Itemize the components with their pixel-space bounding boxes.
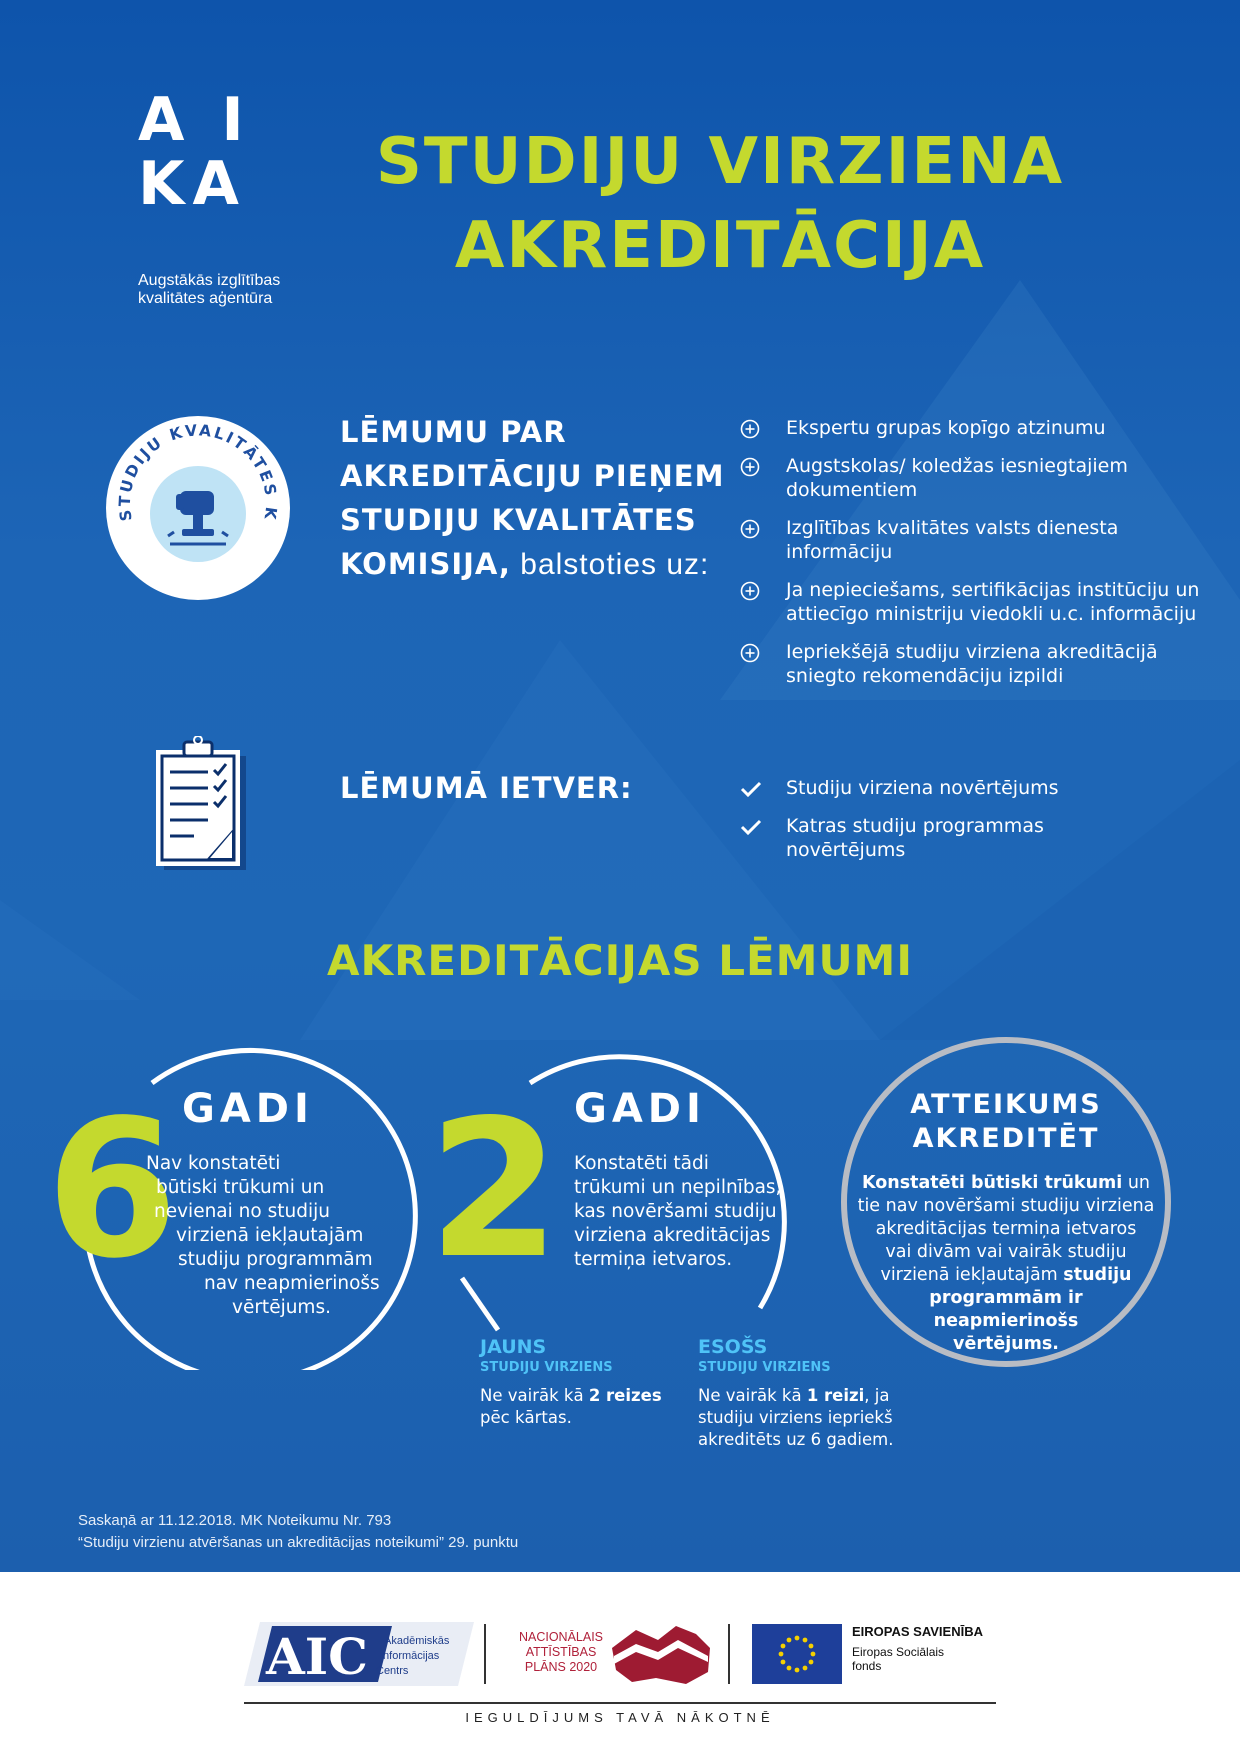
refuse-line5-bold: studiju [1063,1265,1132,1285]
new-title: JAUNS [480,1336,547,1358]
logo-subtitle-line2: kvalitātes aģentūra [138,290,273,307]
refuse-line7: neapmierinošs [933,1311,1079,1331]
plus-circle-icon [740,457,760,477]
list-item-text: Augstskolas/ koledžas iesniegtajiem dokumentiem [786,455,1128,501]
aic-letters: AIC [266,1627,368,1686]
nap-label [506,1630,616,1675]
plus-circle-icon [740,519,760,539]
description-line: vērtējums. [232,1297,331,1318]
commission-heading-line4 [340,542,730,587]
nap-line2: ATTĪSTĪBAS [525,1645,597,1659]
eu-line2: fonds [852,1659,882,1673]
existing-title: ESOŠS [698,1336,768,1358]
refuse-line5-pre: virzienā iekļautajām [880,1265,1064,1285]
clipboard-icon [150,736,250,876]
decisions-heading: AKREDITĀCIJAS LĒMUMI [327,936,913,985]
decision-includes-heading: LĒMUMĀ IETVER: [340,771,633,805]
footer-tagline: IEGULDĪJUMS TAVĀ NĀKOTNĒ [465,1710,775,1725]
logo-subtitle-line1: Augstākās izglītības [138,272,281,289]
list-item [740,578,1200,626]
list-item [740,516,1200,564]
existing-text-bold: 1 reizi [806,1386,865,1405]
description-line: trūkumi un nepilnības, [574,1177,782,1198]
description-line: termiņa ietvaros. [574,1249,733,1270]
existing-text [698,1385,938,1451]
footer-divider-2 [728,1624,730,1684]
existing-subtitle: STUDIJU VIRZIENS [698,1360,831,1375]
existing-text-post1: , ja [864,1386,890,1405]
description-line: virzienā iekļautajām [176,1225,364,1246]
existing-text-pre: Ne vairāk kā [698,1386,807,1405]
list-item [740,416,1200,440]
refuse-line4: vai divām vai vairāk studiju [885,1242,1127,1262]
new-text-post: pēc kārtas. [480,1408,572,1427]
new-text [480,1385,680,1429]
six-description [130,1152,400,1320]
latvia-map-icon [606,1622,716,1688]
description-line: nav neapmierinošs [204,1273,380,1294]
footer-rule [244,1702,996,1704]
title-line1: STUDIJU VIRZIENA [375,125,1065,199]
six-unit: GADI [182,1086,314,1132]
list-item-text: Studiju virziena novērtējums [786,777,1059,799]
plus-circle-icon [740,419,760,439]
refuse-bold1: Konstatēti būtiski trūkumi [861,1173,1123,1193]
commission-heading-line2: AKREDITĀCIJU PIEŅEM [340,459,725,493]
list-item-text: Iepriekšējā studiju virziena akreditācijā sniegto rekomendāciju izpildi [786,641,1158,687]
list-item-text: Ekspertu grupas kopīgo atzinumu [786,417,1106,439]
refuse-text1: un [1122,1173,1151,1193]
source-line1: Saskaņā ar 11.12.2018. MK Noteikumu Nr. 793 [78,1512,392,1529]
source-line2: “Studiju virzienu atvēršanas un akreditācijas noteikumi” 29. punktu [78,1534,519,1551]
refuse-title-line2: AKREDITĒT [912,1123,1100,1154]
refuse-line3: akreditācijas termiņa ietvaros [875,1219,1137,1239]
description-line: Konstatēti tādi [574,1153,709,1174]
two-description [574,1152,834,1272]
list-item [740,640,1200,688]
refuse-description [846,1172,1166,1356]
eu-label [852,1624,1012,1673]
two-number: 2 [428,1079,561,1300]
new-text-bold: 2 reizes [588,1386,662,1405]
source-note [78,1510,778,1554]
two-unit: GADI [574,1086,706,1132]
commission-heading-light: balstoties uz: [510,548,710,581]
description-line: Nav konstatēti [146,1153,281,1174]
logo-subtitle [138,272,298,308]
list-item [740,814,1160,862]
description-line: virziena akreditācijas [574,1225,771,1246]
badge-text: STUDIJU KVALITĀTES K [115,421,281,523]
list-item [740,454,1200,502]
commission-heading-line3: STUDIJU KVALITĀTES [340,503,697,537]
list-item [740,776,1160,800]
existing-text-post3: akreditēts uz 6 gadiem. [698,1430,894,1449]
nap-line1: NACIONĀLAIS [518,1630,604,1644]
logo-row2: KA [138,149,247,219]
eu-line1: Eiropas Sociālais [852,1645,945,1659]
commission-basis-list [740,416,1200,702]
commission-heading-line1: LĒMUMU PAR [340,415,567,449]
description-line: kas novēršami studiju [574,1201,777,1222]
refuse-line6: programmām ir [929,1288,1083,1308]
plus-circle-icon [740,581,760,601]
page-title [320,120,1120,288]
existing-text-post2: studiju virziens iepriekš [698,1408,893,1427]
description-line: būtiski trūkumi un [156,1177,325,1198]
six-number: 6 [46,1079,179,1300]
list-item-text: Ja nepieciešams, sertifikācijas institūciju un attiecīgo ministriju viedokli u.c. informāciju [786,579,1200,625]
aic-line3: Centrs [376,1665,409,1677]
aic-logo [244,1622,484,1686]
refuse-line1 [846,1172,1166,1195]
nap-line3: PLĀNS 2020 [524,1660,598,1674]
plus-circle-icon [740,643,760,663]
commission-heading-bold: KOMISIJA, [340,547,511,581]
list-item-text: Izglītības kvalitātes valsts dienesta informāciju [786,517,1119,563]
commission-heading [340,410,730,587]
aika-logo [138,85,268,219]
footer-divider [484,1624,486,1684]
new-subtitle: STUDIJU VIRZIENS [480,1360,613,1375]
refuse-title [846,1088,1166,1156]
description-line: nevienai no studiju [154,1201,330,1222]
refuse-line5 [846,1264,1166,1287]
aic-line1: Akadēmiskās [384,1635,450,1647]
refuse-line8: vērtējums. [953,1334,1059,1354]
aic-line2: Informācijas [380,1650,440,1662]
new-text-pre: Ne vairāk kā [480,1386,589,1405]
check-icon [740,817,760,837]
decision-includes-list [740,776,1160,876]
commission-badge [104,414,292,602]
refuse-title-line1: ATTEIKUMS [910,1089,1102,1120]
refuse-line2: tie nav novēršami studiju virziena [857,1196,1155,1216]
list-item-text: Katras studiju programmas novērtējums [786,815,1044,861]
eu-title: EIROPAS SAVIENĪBA [852,1624,983,1639]
description-line: studiju programmām [178,1249,373,1270]
new-program-box [480,1336,680,1429]
check-icon [740,779,760,799]
eu-flag-icon [752,1624,842,1684]
title-line2: AKREDITĀCIJA [454,209,986,283]
logo-row1: A I [138,85,252,155]
